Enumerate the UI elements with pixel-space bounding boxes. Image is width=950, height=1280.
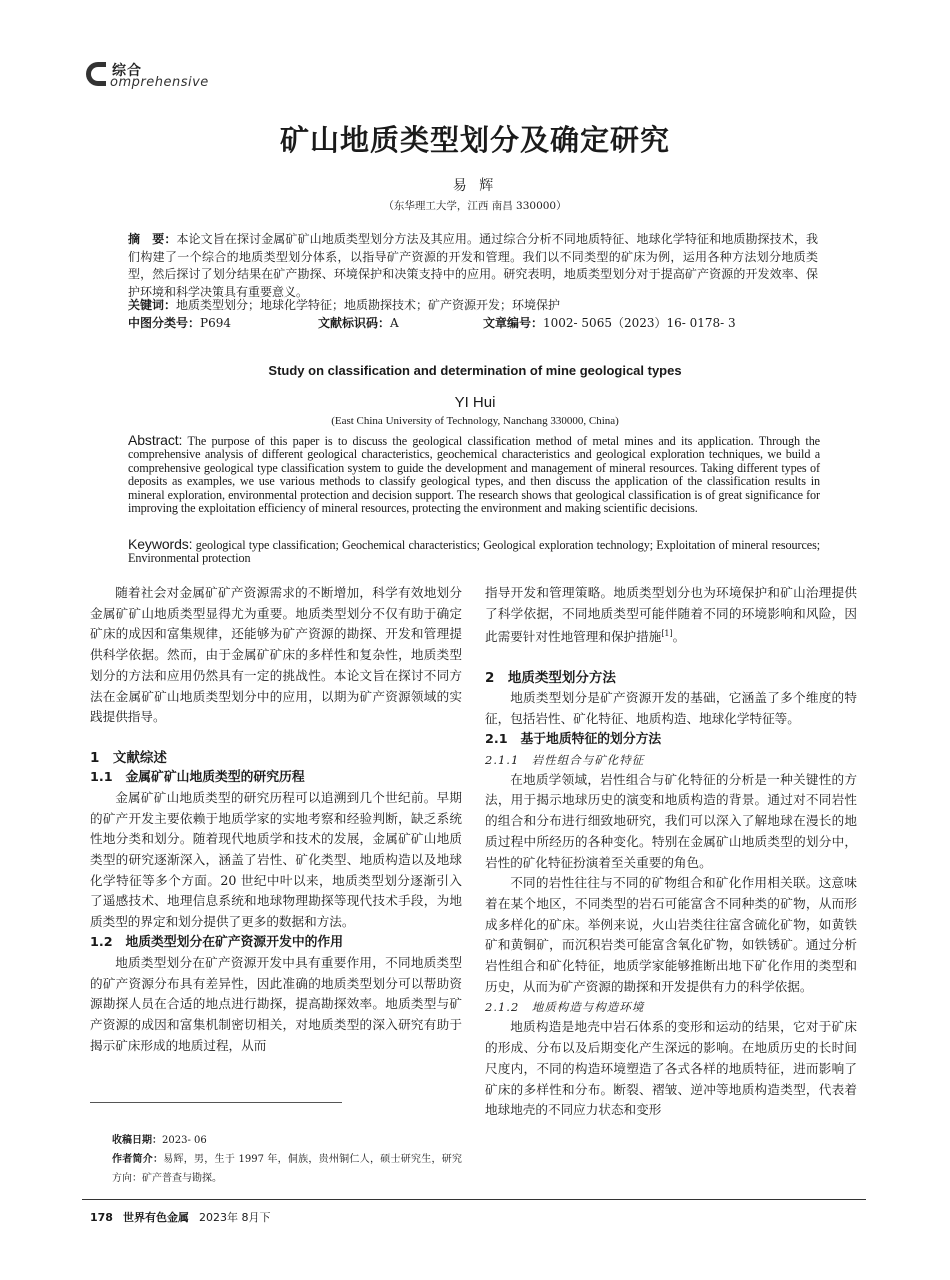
intro-paragraph: 随着社会对金属矿矿产资源需求的不断增加，科学有效地划分金属矿矿山地质类型显得尤为重要。地质类型划分不仅有助于确定矿床的成因和富集规律，还能够为矿产资源的勘探、开发和管理提供科学依据。然而，由于金属矿矿床的多样性和复杂性，地质类型划分的方法和应用仍然具有一定的挑战性。本论文旨在探讨不同方法在金属矿矿山地质类型划分中的应用，以期为矿产资源领域的实践提供指导。 xyxy=(90,585,462,725)
keywords-en-label: Keywords: xyxy=(128,536,193,552)
english-affiliation: (East China University of Technology, Nanchang 330000, China) xyxy=(331,415,619,427)
column-logo-c-icon xyxy=(86,62,106,86)
section-1-heading: 1 文献综述 xyxy=(90,749,167,766)
section-2-paragraph: 地质类型划分是矿产资源开发的基础，它涵盖了多个维度的特征，包括岩性、矿化特征、地质构造、地球化学特征等。 xyxy=(485,690,857,726)
section-1-2-paragraph: 地质类型划分在矿产资源开发中具有重要作用，不同地质类型的矿产资源分布具有差异性，因此准确的地质类型划分可以帮助资源勘探人员在合适的地点进行勘探，提高勘探效率。地质类型与矿产资源的成因和富集机制密切相关，对地质类型的深入研究有助于揭示矿床形成的地质过程，从而 xyxy=(90,954,462,1053)
abstract-cn-label: 摘 要： xyxy=(128,232,177,246)
author-name: 易 辉 xyxy=(452,178,498,194)
journal-issue: 2023年 8月下 xyxy=(198,1211,271,1224)
column-name-cn: 综合 xyxy=(112,63,142,79)
abstract-cn-text: 本论文旨在探讨金属矿矿山地质类型划分方法及其应用。通过综合分析不同地质特征、地球化学特征和地质勘探技术，我们构建了一个综合的地质类型划分体系，以指导矿产资源的开发和管理。我们以不同类型的矿床为例，运用各种方法划分地质类型，然后探讨了划分结果在矿产勘探、环境保护和决策支持中的应用。研究表明，地质类型划分对于提高矿产资源的开发效率、保护环境和科学决策具有重要意义。 xyxy=(128,232,818,299)
citation-ref-1: [1] xyxy=(661,629,673,639)
section-1-2-heading: 1.2 地质类型划分在矿产资源开发中的作用 xyxy=(90,934,344,950)
abstract-en-label: Abstract: xyxy=(128,432,183,448)
column-name-en: omprehensive xyxy=(110,75,209,90)
article-number: 文章编号：1002- 5065（2023）16- 0178- 3 xyxy=(483,316,736,330)
body-left-column xyxy=(90,583,462,1056)
author-bio: 易辉，男，生于 1997 年，侗族，贵州铜仁人，硕士研究生，研究方向：矿产普查与勘探。 xyxy=(112,1154,462,1184)
abstract-en-text: The purpose of this paper is to discuss the geological classification method of metal mines and its application. Through the comprehensive analysis of different geological characteristics, geochemical characteristics and geological exploration techniques, we build a comprehensive geological type classification system to guide the development and management of mineral resources. Taking different types of deposits as examples, we use various methods to classify geological types, and then discuss the application of the classification results in mineral exploration, environmental protection and decision support. The research shows that geological classification is of great significance for improving the exploitation efficiency of mineral resources, protecting the environment and making scientific decisions. xyxy=(128,434,820,516)
section-2-1-1-paragraph-a: 在地质学领域，岩性组合与矿化特征的分析是一种关键性的方法，用于揭示地球历史的演变和地质构造的背景。通过对不同岩性的组合和分布进行细致地研究，我们可以深入了解地球在漫长的地质过程中所经历的各种变化。特别在金属矿山地质类型的划分中，岩性的矿化特征扮演着至关重要的角色。 xyxy=(485,771,857,870)
abstract-cn xyxy=(128,231,818,301)
section-1-1-heading: 1.1 金属矿矿山地质类型的研究历程 xyxy=(90,769,305,785)
section-2-1-2-heading: 2.1.2 地质构造与构造环境 xyxy=(485,1000,645,1015)
english-author: YI Hui xyxy=(454,394,496,411)
author-affiliation: （东华理工大学，江西 南昌 330000） xyxy=(383,200,567,212)
section-2-1-1-paragraph-b: 不同的岩性往往与不同的矿物组合和矿化作用相关联。这意味着在某个地区，不同类型的岩石可能富含不同种类的矿物，从而形成多样化的矿床。举例来说，火山岩类往往富含硫化矿物，如黄铁矿和黄铜矿，而沉积岩类可能富含氧化矿物，如铁锈矿。通过分析岩性组合和矿化特征，地质学家能够推断出地下矿化作用的类型和历史，从而为矿产资源的勘探和开发提供有力的科学依据。 xyxy=(485,875,857,994)
footnote: 收稿日期：2023- 06 作者简介：易辉，男，生于 1997 年，侗族，贵州铜仁人，硕士研究生，研究方向：矿产普查与勘探。 xyxy=(112,1135,462,1184)
keywords-en-text: geological type classification; Geochemical characteristics; Geological exploration technology; Exploitation of mineral resources; Environmental protection xyxy=(128,538,820,566)
section-2-1-1-heading: 2.1.1 岩性组合与矿化特征 xyxy=(485,752,645,767)
paper-title: 矿山地质类型划分及确定研究 xyxy=(279,123,670,157)
english-title: Study on classification and determination of mine geological types xyxy=(268,363,682,378)
section-2-heading: 2 地质类型划分方法 xyxy=(485,670,616,687)
footnote-divider xyxy=(90,1102,342,1103)
section-2-1-heading: 2.1 基于地质特征的划分方法 xyxy=(485,731,662,747)
keywords-cn-label: 关键词： xyxy=(128,298,177,312)
clc-number: 中图分类号：P694 xyxy=(128,316,231,330)
page-footer xyxy=(90,1209,280,1225)
page-number: 178 xyxy=(90,1211,113,1224)
footer-divider xyxy=(82,1199,866,1200)
keywords-en xyxy=(128,538,820,566)
continued-paragraph: 指导开发和管理策略。地质类型划分也为环境保护和矿山治理提供了科学依据，不同地质类型可能伴随着不同的环境影响和风险，因此需要针对性地管理和保护措施[1]。 xyxy=(485,585,857,645)
section-1-1-paragraph: 金属矿矿山地质类型的研究历程可以追溯到几个世纪前。早期的矿产开发主要依赖于地质学家的实地考察和经验判断，缺乏系统性地分类和划分。随着现代地质学和技术的发展，金属矿矿山地质类型的研究逐渐深入，涵盖了岩性、矿化类型、地质构造以及地球化学特征等多个方面。20 世纪中叶以来，地质类型划分逐渐引入了遥感技术、地理信息系统和地球物理勘探等现代技术手段，为地质类型的界定和划分提供了更多的数据和方法。 xyxy=(90,789,462,930)
keywords-cn-text: 地质类型划分；地球化学特征；地质勘探技术；矿产资源开发；环境保护 xyxy=(176,298,561,312)
received-date: 2023- 06 xyxy=(162,1135,207,1146)
document-code: 文献标识码：A xyxy=(318,316,399,330)
section-2-1-2-paragraph: 地质构造是地壳中岩石体系的变形和运动的结果，它对于矿床的形成、分布以及后期变化产生深远的影响。在地质历史的长时间尺度内，不同的构造环境塑造了各式各样的地质特征，进而影响了矿床的多样性和分布。断裂、褶皱、逆冲等地质构造类型，代表着地球地壳的不同应力状态和变形 xyxy=(485,1019,857,1118)
journal-name: 世界有色金属 xyxy=(122,1211,189,1224)
abstract-en xyxy=(128,434,820,515)
body-right-column xyxy=(485,583,857,1121)
keywords-cn xyxy=(128,297,818,315)
